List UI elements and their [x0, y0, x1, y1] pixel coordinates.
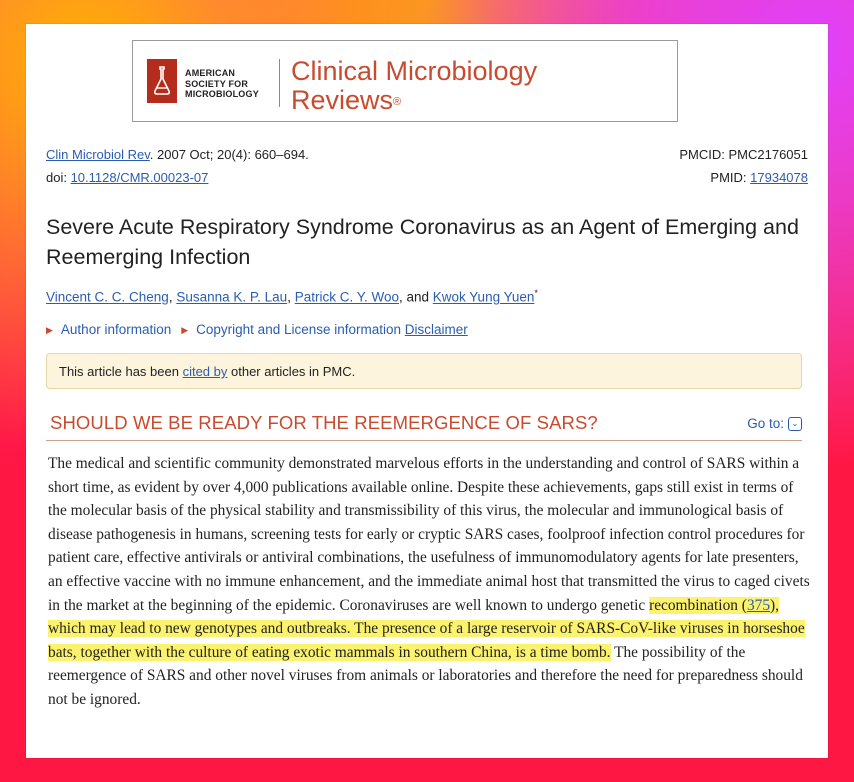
cited-suffix: other articles in PMC. [227, 364, 356, 379]
highlight-part-2: ), which may lead to new genotypes and outbreaks. The presence of a large reservoir of SARS-CoV-like viruses in horseshoe bats, together with the culture of eating exotic mammals in southern China, is a time bomb. [48, 596, 805, 661]
doi-row [46, 170, 808, 185]
citation-details: . 2007 Oct; 20(4): 660–694. [149, 147, 309, 162]
expand-triangle-icon: ▶ [46, 325, 53, 335]
author-link[interactable]: Susanna K. P. Lau [176, 289, 288, 305]
cited-by-notice [46, 353, 802, 389]
paragraph-text-end: The possibility of the reemergence of SARS and other novel viruses from animals or laboratories and therefore the need for preparedness should not be ignored. [48, 643, 803, 708]
doi-label: doi: [46, 170, 71, 185]
journal-abbrev-link[interactable]: Clin Microbiol Rev [46, 147, 150, 162]
author-and: , and [399, 289, 433, 305]
section-title: SHOULD WE BE READY FOR THE REEMERGENCE OF SARS? [50, 412, 598, 433]
registered-mark: ® [393, 96, 402, 108]
author-link[interactable]: Vincent C. C. Cheng [46, 289, 169, 305]
pmcid: PMCID: PMC2176051 [679, 147, 808, 162]
expand-triangle-icon: ▶ [181, 325, 189, 335]
society-name: AMERICAN SOCIETY FOR MICROBIOLOGY [185, 68, 259, 99]
pmid [710, 170, 808, 185]
author-information-toggle[interactable]: Author information [60, 322, 172, 337]
journal-line-1: Clinical Microbiology [291, 56, 538, 86]
journal-line-2: Reviews [291, 85, 394, 115]
goto-button[interactable] [747, 416, 802, 431]
chevron-down-icon: ⌄ [788, 417, 802, 431]
author-separator: , [287, 289, 295, 305]
copyright-toggle[interactable]: Copyright and License information [196, 322, 402, 337]
banner-divider [279, 59, 280, 107]
section-paragraph [48, 452, 810, 712]
asm-logo-icon [147, 59, 177, 103]
cited-by-link[interactable]: cited by [182, 364, 228, 379]
highlight-part-1: recombination ( [649, 596, 747, 614]
article-title: Severe Acute Respiratory Syndrome Coronavirus as an Agent of Emerging and Reemerging Infection [46, 215, 799, 269]
author-list [46, 288, 538, 305]
goto-label: Go to: [747, 416, 784, 431]
reference-link[interactable]: 375 [746, 596, 771, 614]
journal-banner[interactable] [132, 40, 678, 122]
paragraph-text: The medical and scientific community demonstrated marvelous efforts in the understanding and control of SARS within a short time, as evident by over 4,000 publications available online. Despite these achievements, gaps still exist in terms of the molecular basis of the physical stability and transmissibility of this virus, the molecular and immunological basis of disease pathogenesis in humans, screening tests for early or cryptic SARS cases, foolproof infection control procedures for patient care, effective antivirals or antiviral combinations, the usefulness of immunomodulatory agents for late presenters, an effective vaccine with no immune enhancement, and the immediate animal host that transmitted the virus to caged civets in the market at the beginning of the epidemic. Coronaviruses are well known to undergo genetic [48, 455, 810, 614]
author-link[interactable]: Patrick C. Y. Woo [294, 289, 399, 305]
disclaimer-link[interactable]: Disclaimer [404, 322, 468, 337]
section-header [46, 412, 802, 441]
doi-link[interactable]: 10.1128/CMR.00023-07 [70, 170, 209, 185]
info-links [46, 322, 468, 337]
corresponding-mark: * [534, 288, 538, 298]
cited-prefix: This article has been [59, 364, 183, 379]
pmid-label: PMID: [710, 170, 751, 185]
pmid-link[interactable]: 17934078 [750, 170, 808, 185]
journal-name [291, 57, 537, 115]
author-link[interactable]: Kwok Yung Yuen [432, 289, 535, 305]
citation-row [46, 147, 808, 162]
author-separator: , [168, 289, 177, 305]
article-card [26, 24, 828, 758]
